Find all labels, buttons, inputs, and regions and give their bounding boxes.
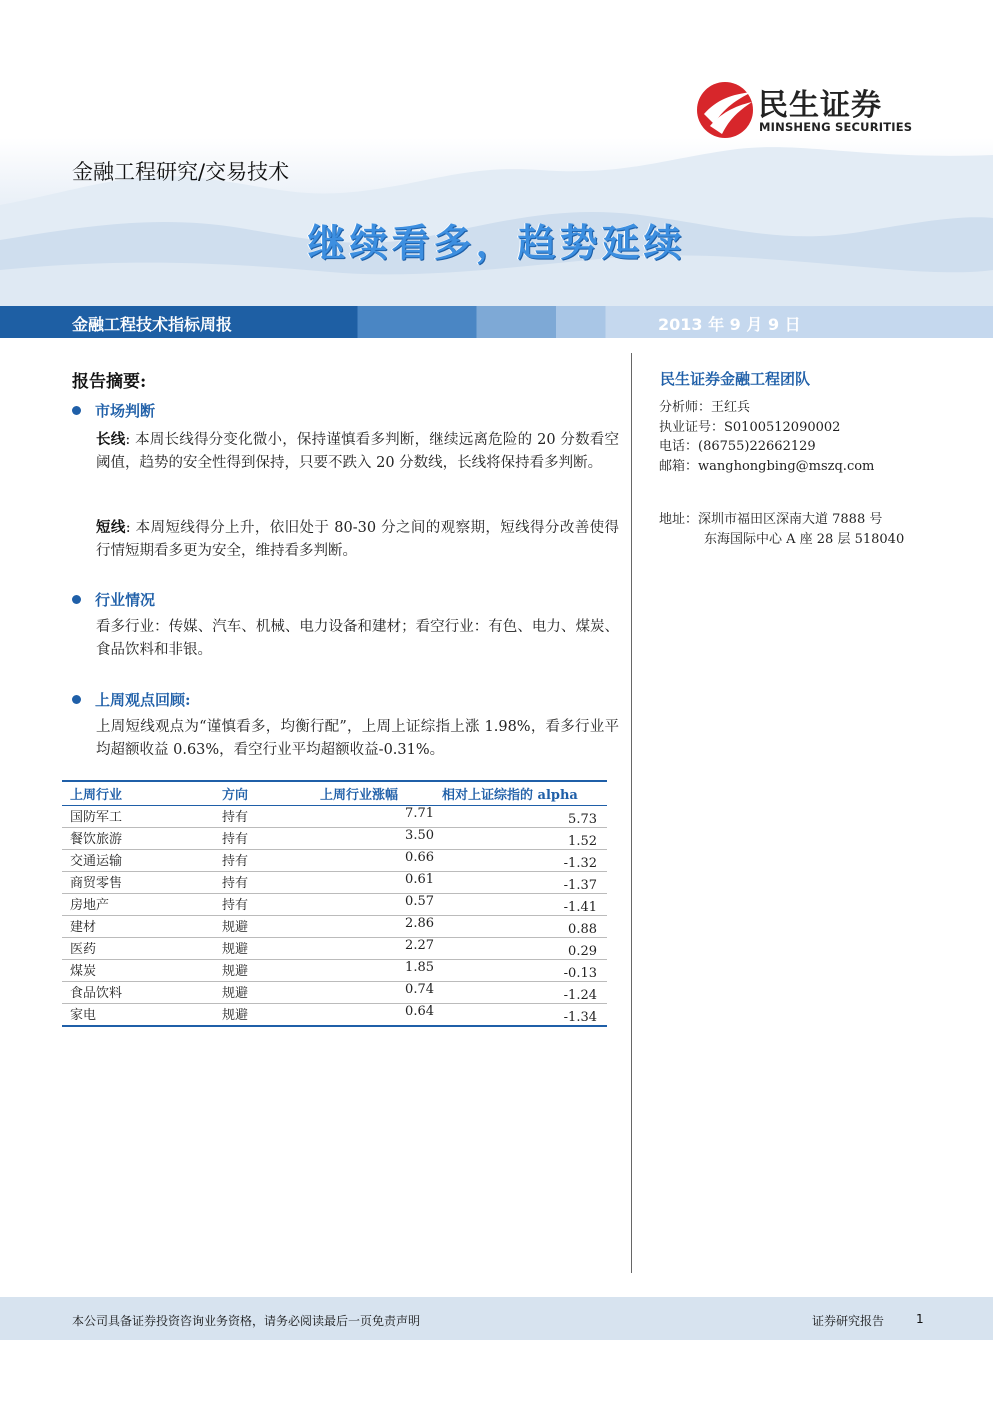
email-address: 邮箱：wanghongbing@mszq.com — [659, 458, 875, 474]
cell-industry: 国防军工 — [62, 806, 214, 828]
cell-industry: 煤炭 — [62, 960, 214, 982]
analyst-name: 分析师：王红兵 — [659, 400, 751, 415]
cell-direction: 规避 — [214, 982, 312, 1004]
review-paragraph: 上周短线观点为“谨慎看多，均衡行配”，上周上证综指上涨 1.98%，看多行业平均超额收益 0.63%，看空行业平均超额收益-0.31%。 — [96, 719, 619, 758]
cell-direction: 持有 — [214, 850, 312, 872]
page-number: 1 — [916, 1312, 924, 1326]
cell-return: 7.71 — [312, 806, 434, 828]
section-industry-title: 行业情况 — [95, 591, 156, 609]
cell-alpha: 1.52 — [434, 828, 607, 850]
logo-english-text: MINSHENG SECURITIES — [759, 120, 913, 134]
cell-return: 0.64 — [312, 1004, 434, 1027]
cell-industry: 房地产 — [62, 894, 214, 916]
col-header-alpha: 相对上证综指的 alpha — [434, 781, 607, 806]
cell-return: 3.50 — [312, 828, 434, 850]
bullet-icon — [72, 406, 81, 415]
table-header-row — [62, 781, 607, 806]
cell-return: 0.74 — [312, 982, 434, 1004]
table-row — [62, 916, 607, 938]
cell-direction: 持有 — [214, 828, 312, 850]
short-term-text: : 本周短线得分上升，依旧处于 80-30 分之间的观察期，短线得分改善使得行情短期看多更为安全，维持看多判断。 — [96, 520, 620, 559]
col-header-return: 上周行业涨幅 — [312, 781, 434, 806]
table-row — [62, 982, 607, 1004]
table-row — [62, 894, 607, 916]
summary-heading: 报告摘要: — [72, 372, 147, 392]
table-row — [62, 960, 607, 982]
report-date: 2013 年 9 月 9 日 — [658, 315, 801, 334]
section-review-title: 上周观点回顾: — [95, 691, 191, 709]
page-footer — [0, 1297, 993, 1340]
minsheng-logo-icon — [696, 80, 756, 140]
cell-return: 2.27 — [312, 938, 434, 960]
cell-industry: 商贸零售 — [62, 872, 214, 894]
section-market-title: 市场判断 — [95, 402, 156, 420]
section-market — [72, 400, 155, 421]
team-heading: 民生证券金融工程团队 — [660, 370, 811, 388]
long-term-paragraph — [96, 428, 619, 475]
cell-return: 0.66 — [312, 850, 434, 872]
cell-industry: 交通运输 — [62, 850, 214, 872]
column-divider — [631, 353, 632, 1273]
table-row — [62, 850, 607, 872]
minsheng-logo — [696, 80, 921, 140]
phone-number: 电话：(86755)22662129 — [659, 439, 816, 454]
col-header-industry: 上周行业 — [62, 781, 214, 806]
cell-direction: 规避 — [214, 960, 312, 982]
cell-return: 0.61 — [312, 872, 434, 894]
license-number: 执业证号：S0100512090002 — [659, 419, 841, 435]
cell-direction: 持有 — [214, 894, 312, 916]
report-type-band — [0, 306, 993, 338]
cell-alpha: 5.73 — [434, 806, 607, 828]
cell-alpha: 0.29 — [434, 938, 607, 960]
cell-alpha: -1.32 — [434, 850, 607, 872]
address-line-2: 东海国际中心 A 座 28 层 518040 — [704, 531, 905, 547]
cell-alpha: 0.88 — [434, 916, 607, 938]
cell-direction: 规避 — [214, 1004, 312, 1027]
table-row — [62, 872, 607, 894]
cell-industry: 医药 — [62, 938, 214, 960]
address-info — [659, 510, 904, 549]
cell-return: 1.85 — [312, 960, 434, 982]
short-term-label: 短线 — [96, 519, 126, 536]
cell-alpha: -0.13 — [434, 960, 607, 982]
footer-disclaimer: 本公司具备证券投资咨询业务资格，请务必阅读最后一页免责声明 — [72, 1314, 421, 1328]
section-review — [72, 689, 191, 710]
col-header-direction: 方向 — [214, 781, 312, 806]
address-line-1: 地址：深圳市福田区深南大道 7888 号 — [659, 512, 883, 527]
long-term-text: : 本周长线得分变化微小，保持谨慎看多判断，继续远离危险的 20 分数看空阈值，趋势的安全性得到保持，只要不跌入 20 分数线，长线将保持看多判断。 — [96, 432, 619, 471]
cell-industry: 家电 — [62, 1004, 214, 1027]
report-title: 继续看多，趋势延续 — [307, 221, 686, 265]
cell-direction: 规避 — [214, 938, 312, 960]
section-industry — [72, 589, 155, 610]
cell-industry: 餐饮旅游 — [62, 828, 214, 850]
logo-chinese-text: 民生证券 — [758, 88, 882, 123]
bullet-icon — [72, 595, 81, 604]
cell-alpha: -1.34 — [434, 1004, 607, 1027]
department-label: 金融工程研究/交易技术 — [72, 160, 290, 184]
cell-industry: 食品饮料 — [62, 982, 214, 1004]
cell-alpha: -1.24 — [434, 982, 607, 1004]
cell-direction: 持有 — [214, 806, 312, 828]
cell-return: 0.57 — [312, 894, 434, 916]
table-row — [62, 828, 607, 850]
industry-paragraph: 看多行业：传媒、汽车、机械、电力设备和建材；看空行业：有色、电力、煤炭、食品饮料和非银。 — [96, 619, 619, 658]
cell-return: 2.86 — [312, 916, 434, 938]
cell-alpha: -1.37 — [434, 872, 607, 894]
cell-direction: 持有 — [214, 872, 312, 894]
header-banner — [0, 0, 993, 306]
cell-direction: 规避 — [214, 916, 312, 938]
report-type: 金融工程技术指标周报 — [72, 315, 233, 334]
long-term-label: 长线 — [96, 431, 126, 448]
short-term-paragraph — [96, 516, 619, 563]
cell-alpha: -1.41 — [434, 894, 607, 916]
footer-doc-type: 证券研究报告 — [812, 1314, 885, 1328]
table-row — [62, 1004, 607, 1027]
industry-table — [62, 780, 607, 1027]
table-row — [62, 806, 607, 828]
bullet-icon — [72, 695, 81, 704]
cell-industry: 建材 — [62, 916, 214, 938]
analyst-info — [659, 398, 874, 476]
table-row — [62, 938, 607, 960]
